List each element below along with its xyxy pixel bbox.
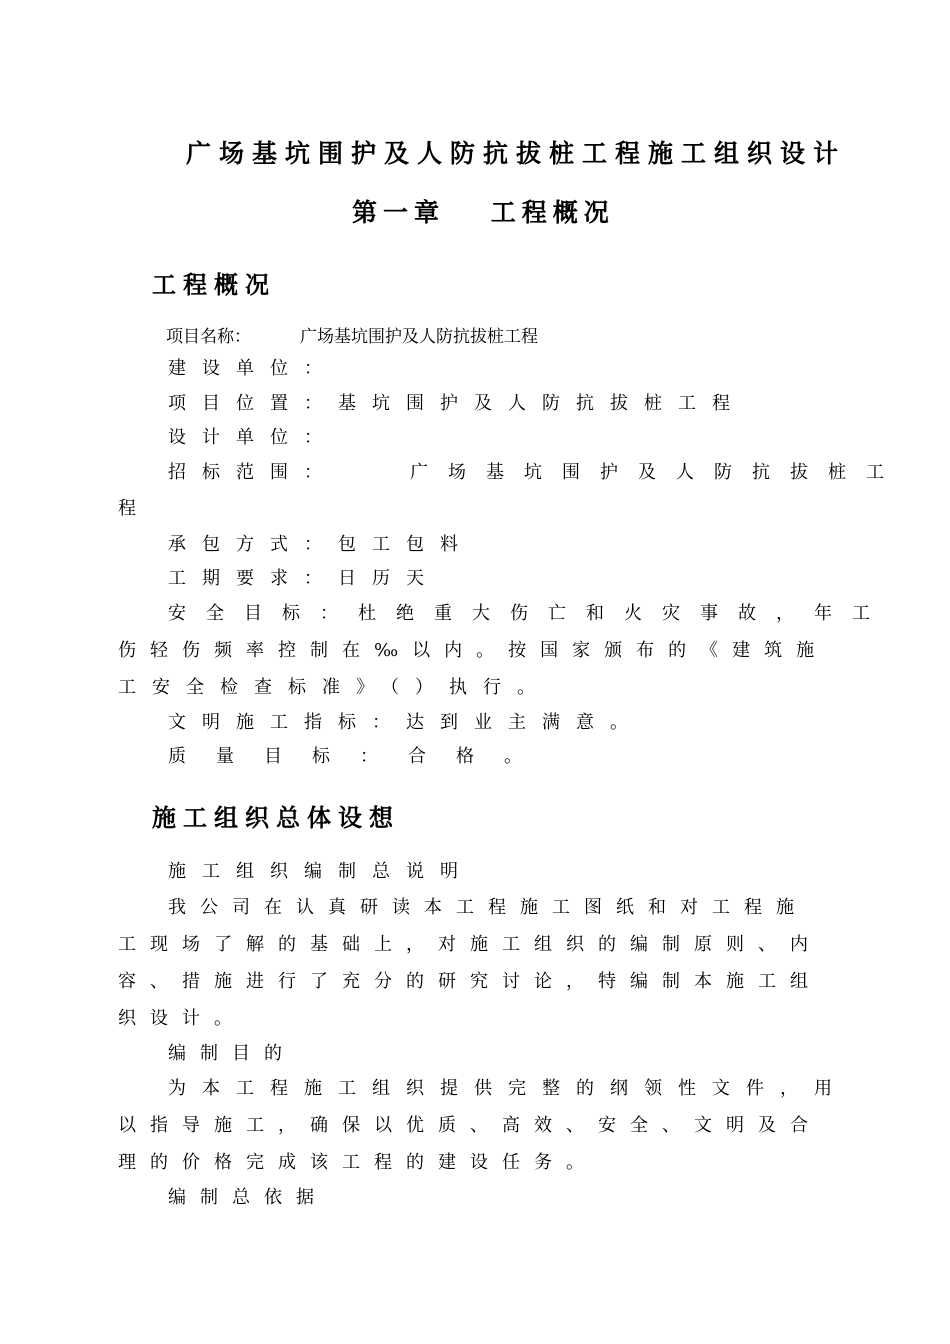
civil-construction-target: 文明施工指标：达到业主满意。 [168,712,644,733]
subheading-preparation-notes: 施工组织编制总说明 [168,861,474,882]
paragraph-2-line-3: 理的价格完成该工程的建设任务。 [118,1152,598,1173]
contract-mode-line: 承包方式：包工包料 [168,534,474,555]
project-name-value: 广场基坑围护及人防抗拔桩工程 [300,327,538,347]
paragraph-1-line-2: 工现场了解的基础上，对施工组织的编制原则、内 [118,934,822,955]
safety-target-line-3: 工安全检查标准》（）执行。 [118,677,551,698]
paragraph-2-line-1: 为本工程施工组织提供完整的纲领性文件，用 [168,1078,848,1099]
build-unit-line: 建设单位： [168,358,338,379]
chapter-heading: 第一章 工程概况 [352,198,615,227]
subheading-basis: 编制总依据 [168,1187,328,1208]
paragraph-2-line-2: 以指导施工，确保以优质、高效、安全、文明及合 [118,1115,822,1136]
subheading-purpose: 编制目的 [168,1043,296,1064]
document-title: 广场基坑围护及人防抗拔桩工程施工组织设计 [186,139,847,168]
schedule-line: 工期要求：日历天 [168,568,440,589]
safety-target-line-1: 安全目标：杜绝重大伤亡和火灾事故，年工 [168,603,890,624]
safety-target-line-2: 伤轻伤频率控制在‰以内。按国家颁布的《建筑施 [118,640,829,661]
quality-target: 质量目标：合格。 [168,746,552,767]
design-unit-line: 设计单位： [168,427,338,448]
paragraph-1-line-1: 我公司在认真研读本工程施工图纸和对工程施 [168,897,808,918]
paragraph-1-line-3: 容、措施进行了充分的研究讨论，特编制本施工组 [118,971,822,992]
bid-scope-wrap: 程 [118,498,136,519]
paragraph-1-line-4: 织设计。 [118,1008,246,1029]
location-line: 项目位置：基坑围护及人防抗拔桩工程 [168,393,746,414]
project-name-label: 项目名称： [166,327,251,347]
bid-scope-value: 广场基坑围护及人防抗拔桩工 [410,462,904,483]
section-heading-project-overview: 工程概况 [152,270,276,299]
section-heading-overall-concept: 施工组织总体设想 [152,803,400,832]
bid-scope-label: 招标范围： [168,462,338,483]
